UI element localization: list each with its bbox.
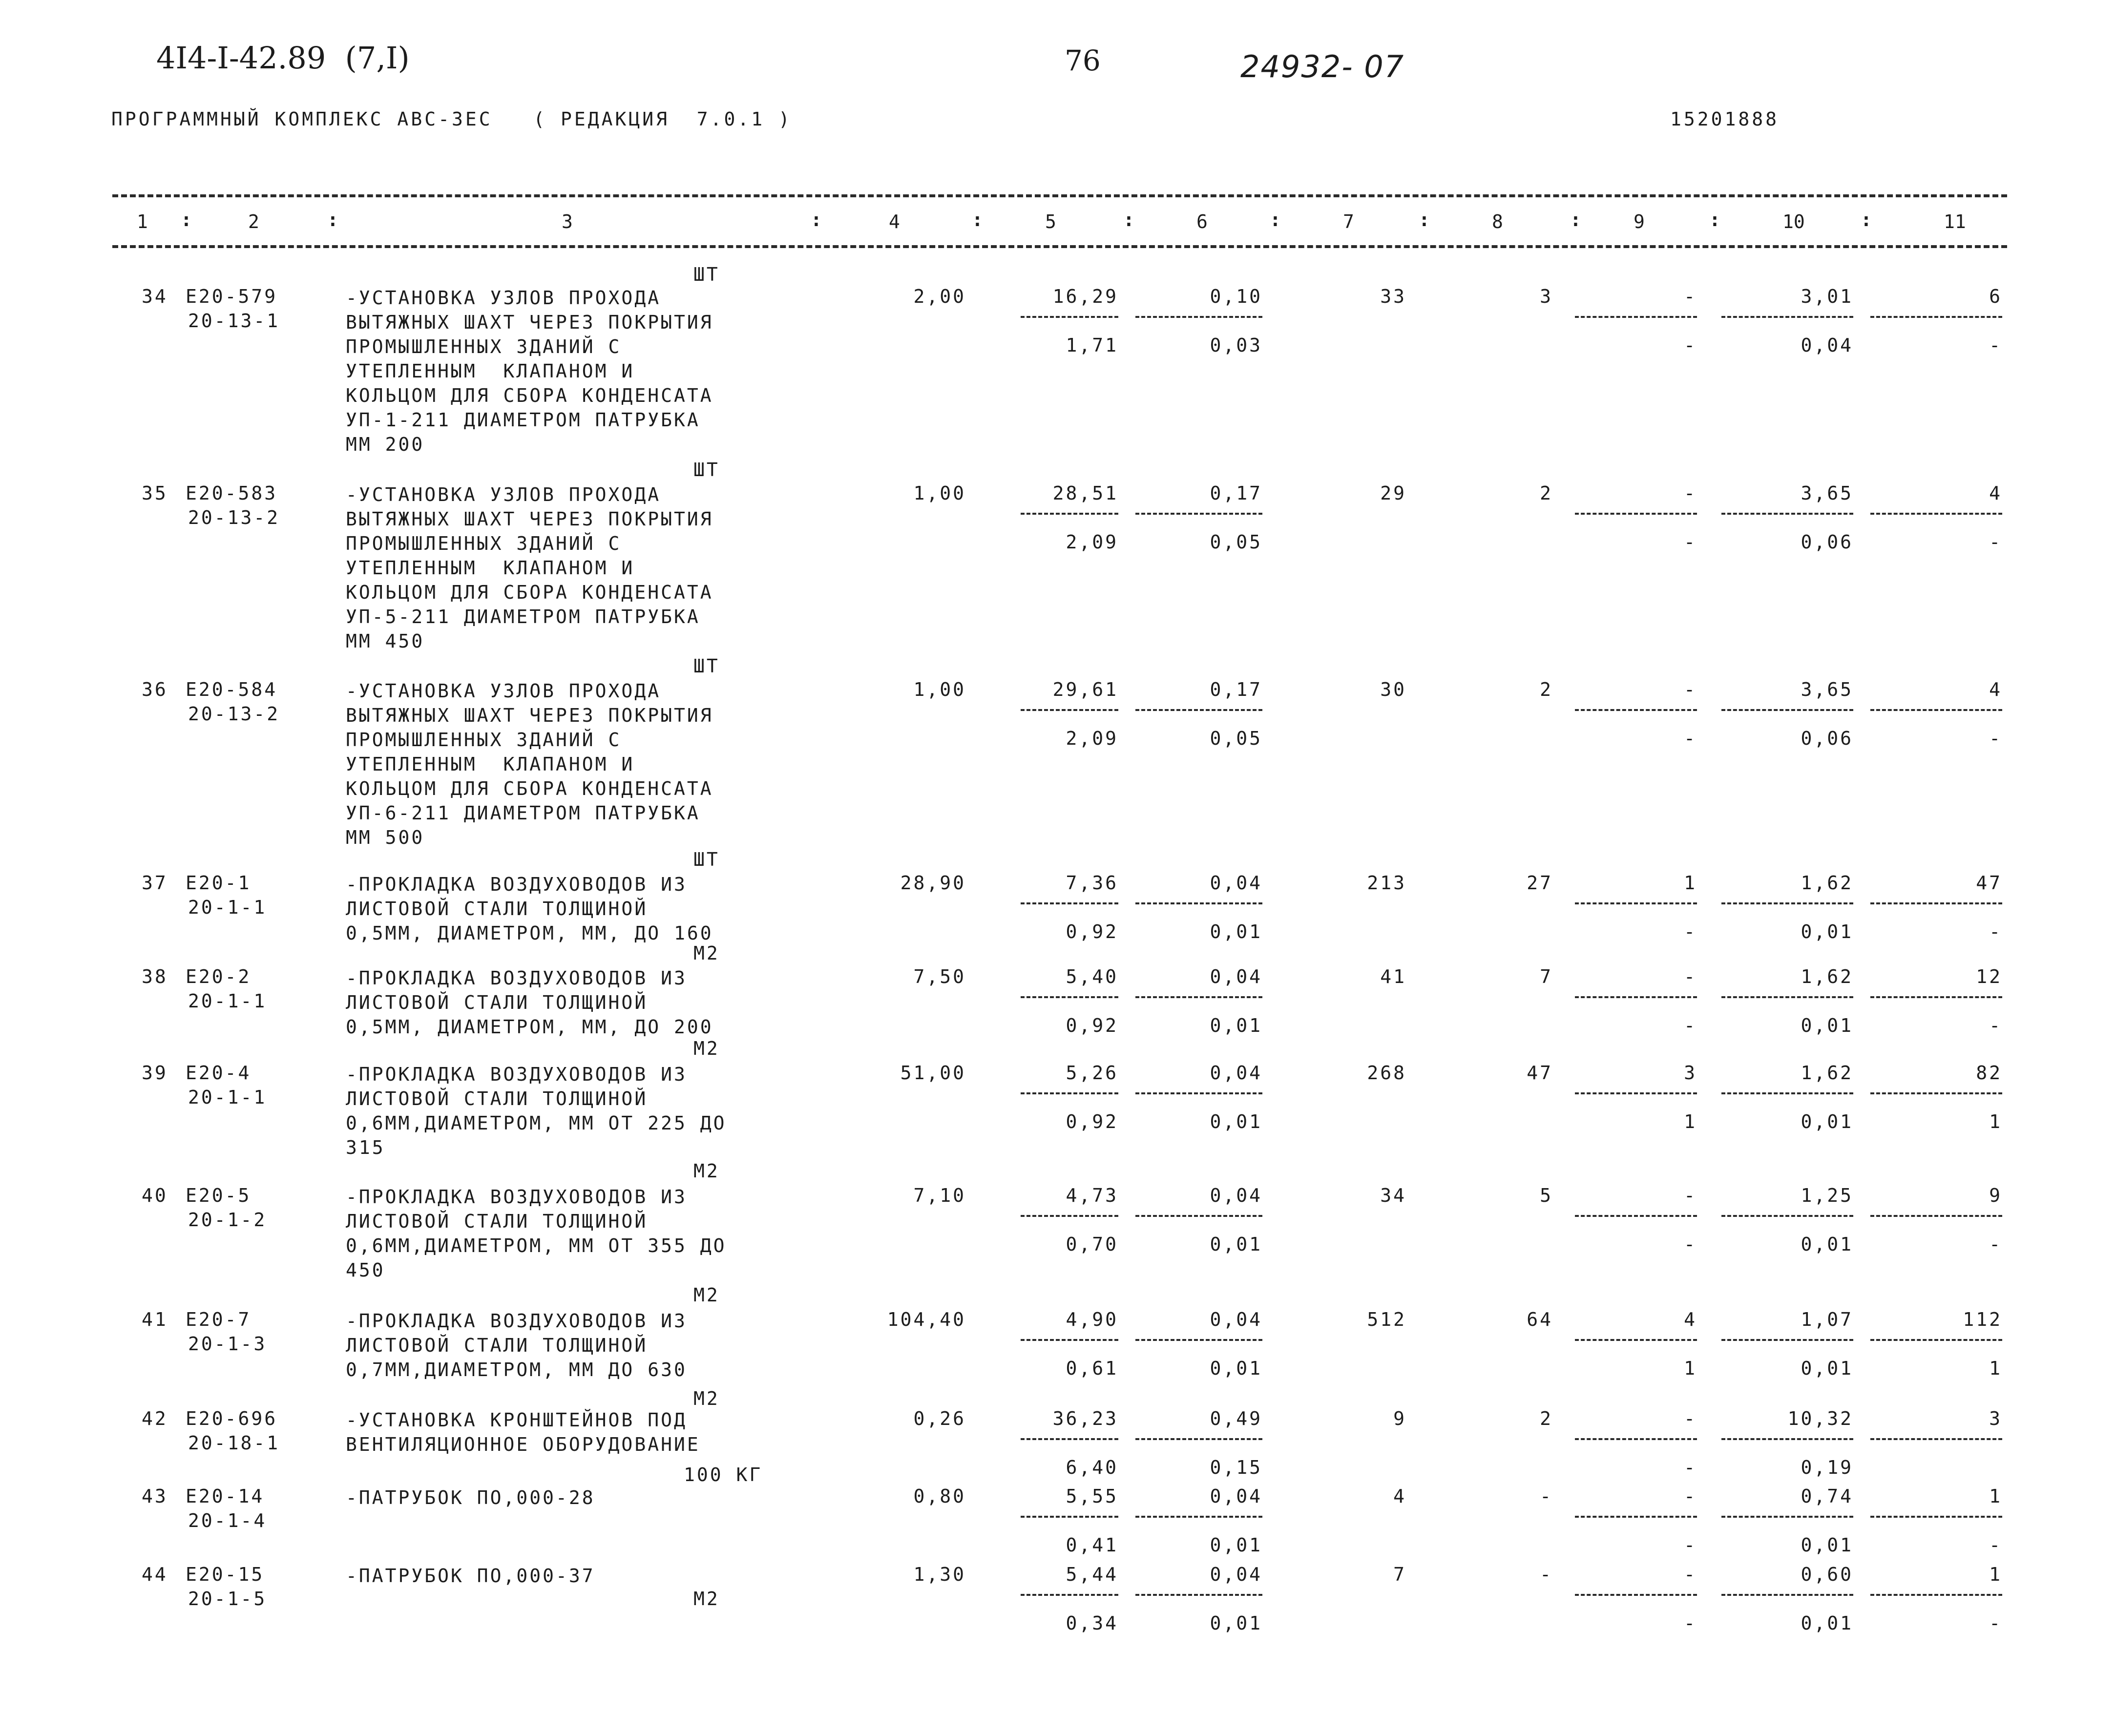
quantity-value: 0,80 xyxy=(913,1485,966,1507)
unit-wage-machine-value: 0,01 xyxy=(1210,1534,1262,1556)
subtotal-divider xyxy=(1575,709,1697,711)
subtotal-divider xyxy=(1575,1438,1697,1440)
unit-label: М2 xyxy=(693,942,720,964)
row-description: -ПРОКЛАДКА ВОЗДУХОВОДОВ ИЗ ЛИСТОВОЙ СТАЛИ ТОЛЩИНОЙ 0,6ММ,ДИАМЕТРОМ, ММ ОТ 355 ДО 450 xyxy=(346,1186,727,1281)
column-header-7: 7 xyxy=(1343,211,1354,232)
total-wage-value: - xyxy=(1540,1564,1553,1585)
unit-cost-machine-value: 0,92 xyxy=(1066,921,1118,942)
quantity-value: 28,90 xyxy=(900,872,966,894)
subtotal-divider xyxy=(1135,1092,1262,1094)
unit-cost-value: 5,26 xyxy=(1066,1062,1118,1084)
subtotal-divider xyxy=(1135,1339,1262,1341)
subtotal-divider xyxy=(1021,709,1118,711)
subtotal-divider xyxy=(1870,1092,2002,1094)
row-description: -УСТАНОВКА УЗЛОВ ПРОХОДА ВЫТЯЖНЫХ ШАХТ ЧЕРЕЗ ПОКРЫТИЯ ПРОМЫШЛЕННЫХ ЗДАНИЙ С УТЕПЛЕННЫМ КЛАПАНОМ И КОЛЬЦОМ ДЛЯ СБОРА КОНДЕНСАТА УП-6-211 ДИАМЕТРОМ ПАТРУБКА ММ 500 xyxy=(346,680,713,848)
labor-value: 1,62 xyxy=(1801,966,1853,987)
machine-sub-value: - xyxy=(1684,1457,1697,1478)
column-separator: : xyxy=(1123,209,1134,230)
labor-total-value: 82 xyxy=(1976,1062,2002,1084)
unit-cost-machine-value: 6,40 xyxy=(1066,1457,1118,1478)
row-code: Е20-15 xyxy=(186,1564,265,1585)
total-wage-value: 5 xyxy=(1540,1185,1553,1206)
subtotal-divider xyxy=(1021,996,1118,998)
unit-wage-value: 0,04 xyxy=(1210,872,1262,894)
quantity-value: 1,00 xyxy=(913,482,966,504)
unit-wage-machine-value: 0,05 xyxy=(1210,531,1262,553)
column-header-9: 9 xyxy=(1634,211,1645,232)
unit-wage-value: 0,04 xyxy=(1210,966,1262,987)
subtotal-divider xyxy=(1870,1215,2002,1217)
unit-wage-value: 0,17 xyxy=(1210,679,1262,700)
total-cost-value: 268 xyxy=(1367,1062,1406,1084)
quantity-value: 7,10 xyxy=(913,1185,966,1206)
subtotal-divider xyxy=(1721,1215,1853,1217)
labor-value: 1,62 xyxy=(1801,872,1853,894)
unit-label: М2 xyxy=(693,1284,720,1306)
labor-value: 1,07 xyxy=(1801,1309,1853,1330)
unit-wage-machine-value: 0,01 xyxy=(1210,1234,1262,1255)
machine-sub-value: - xyxy=(1684,1534,1697,1556)
row-code: Е20-584 xyxy=(186,679,278,700)
labor-total-value: 6 xyxy=(1989,286,2002,307)
subtotal-divider xyxy=(1870,1594,2002,1596)
quantity-value: 104,40 xyxy=(887,1309,966,1330)
labor-total-sub-value: - xyxy=(1989,531,2002,553)
total-cost-value: 34 xyxy=(1380,1185,1406,1206)
column-separator: : xyxy=(1570,209,1581,230)
subtotal-divider xyxy=(1021,1438,1118,1440)
machine-value: - xyxy=(1684,286,1697,307)
labor-total-value: 4 xyxy=(1989,679,2002,700)
row-subcode: 20-13-2 xyxy=(188,507,280,528)
subtotal-divider xyxy=(1135,996,1262,998)
labor-sub-value: 0,01 xyxy=(1801,1234,1853,1255)
labor-sub-value: 0,01 xyxy=(1801,921,1853,942)
page-number: 76 xyxy=(1065,44,1101,77)
total-wage-value: 2 xyxy=(1540,1408,1553,1429)
unit-cost-value: 7,36 xyxy=(1066,872,1118,894)
row-code: Е20-579 xyxy=(186,286,278,307)
subtotal-divider xyxy=(1721,1594,1853,1596)
unit-wage-value: 0,04 xyxy=(1210,1062,1262,1084)
unit-cost-machine-value: 0,92 xyxy=(1066,1111,1118,1132)
subtotal-divider xyxy=(1021,513,1118,515)
labor-total-sub-value: - xyxy=(1989,728,2002,749)
labor-total-value: 1 xyxy=(1989,1564,2002,1585)
machine-value: - xyxy=(1684,482,1697,504)
program-code: 15201888 xyxy=(1670,108,1780,130)
row-code: Е20-4 xyxy=(186,1062,251,1084)
unit-wage-value: 0,17 xyxy=(1210,482,1262,504)
subtotal-divider xyxy=(1870,902,2002,904)
labor-total-sub-value: 1 xyxy=(1989,1111,2002,1132)
subtotal-divider xyxy=(1721,996,1853,998)
unit-label: ШТ xyxy=(693,849,720,870)
labor-total-value: 4 xyxy=(1989,482,2002,504)
row-description: -ПРОКЛАДКА ВОЗДУХОВОДОВ ИЗ ЛИСТОВОЙ СТАЛИ ТОЛЩИНОЙ 0,5ММ, ДИАМЕТРОМ, ММ, ДО 160 xyxy=(346,874,713,944)
subtotal-divider xyxy=(1135,1516,1262,1518)
machine-sub-value: - xyxy=(1684,1015,1697,1036)
subtotal-divider xyxy=(1135,709,1262,711)
subtotal-divider xyxy=(1575,902,1697,904)
unit-label: М2 xyxy=(693,1588,720,1610)
unit-wage-machine-value: 0,01 xyxy=(1210,1358,1262,1379)
subtotal-divider xyxy=(1870,709,2002,711)
row-code: Е20-1 xyxy=(186,872,251,894)
total-wage-value: 2 xyxy=(1540,679,1553,700)
total-cost-value: 33 xyxy=(1380,286,1406,307)
row-subcode: 20-1-5 xyxy=(188,1588,267,1610)
machine-sub-value: - xyxy=(1684,1234,1697,1255)
unit-wage-machine-value: 0,05 xyxy=(1210,728,1262,749)
row-number: 44 xyxy=(142,1564,168,1585)
row-code: Е20-7 xyxy=(186,1309,251,1330)
unit-label: М2 xyxy=(693,1388,720,1409)
row-description: -ПРОКЛАДКА ВОЗДУХОВОДОВ ИЗ ЛИСТОВОЙ СТАЛИ ТОЛЩИНОЙ 0,6ММ,ДИАМЕТРОМ, ММ ОТ 225 ДО 315 xyxy=(346,1064,727,1158)
total-wage-value: 27 xyxy=(1527,872,1553,894)
row-subcode: 20-18-1 xyxy=(188,1432,280,1454)
total-cost-value: 9 xyxy=(1393,1408,1406,1429)
labor-sub-value: 0,01 xyxy=(1801,1534,1853,1556)
handwritten-code: 24932- 07 xyxy=(1240,49,1405,84)
column-separator: : xyxy=(327,209,338,230)
column-header-2: 2 xyxy=(248,211,259,232)
quantity-value: 1,30 xyxy=(913,1564,966,1585)
labor-total-sub-value: - xyxy=(1989,1234,2002,1255)
subtotal-divider xyxy=(1021,902,1118,904)
total-cost-value: 7 xyxy=(1393,1564,1406,1585)
labor-sub-value: 0,01 xyxy=(1801,1111,1853,1132)
row-number: 39 xyxy=(142,1062,168,1084)
unit-cost-value: 4,90 xyxy=(1066,1309,1118,1330)
labor-total-value: 1 xyxy=(1989,1485,2002,1507)
subtotal-divider xyxy=(1870,1438,2002,1440)
labor-total-value: 3 xyxy=(1989,1408,2002,1429)
row-description: -ПАТРУБОК ПО,000-37 xyxy=(346,1565,595,1587)
column-separator: : xyxy=(811,209,822,230)
labor-sub-value: 0,01 xyxy=(1801,1612,1853,1634)
unit-cost-value: 29,61 xyxy=(1052,679,1118,700)
row-description: -ПРОКЛАДКА ВОЗДУХОВОДОВ ИЗ ЛИСТОВОЙ СТАЛИ ТОЛЩИНОЙ 0,7ММ,ДИАМЕТРОМ, ММ ДО 630 xyxy=(346,1310,687,1380)
unit-cost-value: 5,40 xyxy=(1066,966,1118,987)
labor-sub-value: 0,19 xyxy=(1801,1457,1853,1478)
row-subcode: 20-13-1 xyxy=(188,310,280,332)
unit-wage-value: 0,04 xyxy=(1210,1185,1262,1206)
total-cost-value: 213 xyxy=(1367,872,1406,894)
row-description: -УСТАНОВКА УЗЛОВ ПРОХОДА ВЫТЯЖНЫХ ШАХТ ЧЕРЕЗ ПОКРЫТИЯ ПРОМЫШЛЕННЫХ ЗДАНИЙ С УТЕПЛЕННЫМ КЛАПАНОМ И КОЛЬЦОМ ДЛЯ СБОРА КОНДЕНСАТА УП-5-211 ДИАМЕТРОМ ПАТРУБКА ММ 450 xyxy=(346,484,713,652)
row-code: Е20-696 xyxy=(186,1408,278,1429)
subtotal-divider xyxy=(1721,1339,1853,1341)
unit-cost-value: 16,29 xyxy=(1052,286,1118,307)
subtotal-divider xyxy=(1870,316,2002,318)
subtotal-divider xyxy=(1721,513,1853,515)
row-description: -ПРОКЛАДКА ВОЗДУХОВОДОВ ИЗ ЛИСТОВОЙ СТАЛИ ТОЛЩИНОЙ 0,5ММ, ДИАМЕТРОМ, ММ, ДО 200 xyxy=(346,967,713,1038)
unit-cost-value: 28,51 xyxy=(1052,482,1118,504)
column-separator: : xyxy=(181,209,192,230)
row-subcode: 20-1-3 xyxy=(188,1333,267,1355)
subtotal-divider xyxy=(1575,1339,1697,1341)
subtotal-divider xyxy=(1721,902,1853,904)
unit-cost-machine-value: 1,71 xyxy=(1066,335,1118,356)
column-header-4: 4 xyxy=(889,211,900,232)
column-header-6: 6 xyxy=(1196,211,1208,232)
unit-cost-machine-value: 2,09 xyxy=(1066,728,1118,749)
machine-sub-value: 1 xyxy=(1684,1358,1697,1379)
labor-total-value: 12 xyxy=(1976,966,2002,987)
row-subcode: 20-1-1 xyxy=(188,1087,267,1108)
quantity-value: 2,00 xyxy=(913,286,966,307)
machine-sub-value: - xyxy=(1684,531,1697,553)
subtotal-divider xyxy=(1135,316,1262,318)
column-header-11: 11 xyxy=(1944,211,1966,232)
table-header-rule xyxy=(112,245,2007,248)
unit-label: М2 xyxy=(693,1160,720,1182)
row-number: 41 xyxy=(142,1309,168,1330)
subtotal-divider xyxy=(1575,1516,1697,1518)
subtotal-divider xyxy=(1575,513,1697,515)
unit-cost-machine-value: 0,61 xyxy=(1066,1358,1118,1379)
unit-label: 100 КГ xyxy=(684,1464,763,1485)
machine-value: - xyxy=(1684,1408,1697,1429)
subtotal-divider xyxy=(1575,1092,1697,1094)
row-subcode: 20-1-1 xyxy=(188,897,267,918)
unit-cost-machine-value: 0,92 xyxy=(1066,1015,1118,1036)
row-number: 42 xyxy=(142,1408,168,1429)
labor-value: 0,60 xyxy=(1801,1564,1853,1585)
row-code: Е20-583 xyxy=(186,482,278,504)
row-number: 37 xyxy=(142,872,168,894)
column-separator: : xyxy=(1270,209,1281,230)
labor-total-sub-value: - xyxy=(1989,921,2002,942)
total-cost-value: 29 xyxy=(1380,482,1406,504)
labor-value: 3,65 xyxy=(1801,679,1853,700)
subtotal-divider xyxy=(1870,513,2002,515)
labor-sub-value: 0,06 xyxy=(1801,728,1853,749)
quantity-value: 51,00 xyxy=(900,1062,966,1084)
labor-total-sub-value: - xyxy=(1989,1612,2002,1634)
subtotal-divider xyxy=(1575,996,1697,998)
row-subcode: 20-1-4 xyxy=(188,1510,267,1531)
row-code: Е20-2 xyxy=(186,966,251,987)
labor-sub-value: 0,01 xyxy=(1801,1015,1853,1036)
labor-value: 0,74 xyxy=(1801,1485,1853,1507)
row-number: 40 xyxy=(142,1185,168,1206)
subtotal-divider xyxy=(1021,1594,1118,1596)
subtotal-divider xyxy=(1721,1516,1853,1518)
unit-cost-value: 36,23 xyxy=(1052,1408,1118,1429)
column-separator: : xyxy=(1709,209,1720,230)
total-cost-value: 41 xyxy=(1380,966,1406,987)
labor-value: 3,01 xyxy=(1801,286,1853,307)
table-top-rule xyxy=(112,194,2007,197)
total-wage-value: 64 xyxy=(1527,1309,1553,1330)
document-number: 4I4-I-42.89 (7,I) xyxy=(156,40,410,76)
total-cost-value: 30 xyxy=(1380,679,1406,700)
machine-sub-value: - xyxy=(1684,921,1697,942)
subtotal-divider xyxy=(1721,1438,1853,1440)
unit-cost-machine-value: 0,34 xyxy=(1066,1612,1118,1634)
machine-value: - xyxy=(1684,1564,1697,1585)
labor-total-sub-value: 1 xyxy=(1989,1358,2002,1379)
row-subcode: 20-13-2 xyxy=(188,703,280,725)
unit-wage-machine-value: 0,01 xyxy=(1210,921,1262,942)
labor-sub-value: 0,04 xyxy=(1801,335,1853,356)
subtotal-divider xyxy=(1575,316,1697,318)
row-number: 43 xyxy=(142,1485,168,1507)
unit-label: ШТ xyxy=(693,655,720,677)
machine-value: - xyxy=(1684,679,1697,700)
unit-cost-machine-value: 2,09 xyxy=(1066,531,1118,553)
subtotal-divider xyxy=(1721,709,1853,711)
unit-wage-value: 0,04 xyxy=(1210,1309,1262,1330)
column-separator: : xyxy=(1419,209,1430,230)
subtotal-divider xyxy=(1021,1339,1118,1341)
total-wage-value: 3 xyxy=(1540,286,1553,307)
machine-sub-value: - xyxy=(1684,728,1697,749)
subtotal-divider xyxy=(1021,316,1118,318)
unit-cost-value: 4,73 xyxy=(1066,1185,1118,1206)
row-number: 34 xyxy=(142,286,168,307)
machine-value: - xyxy=(1684,966,1697,987)
labor-total-sub-value: - xyxy=(1989,1015,2002,1036)
total-cost-value: 512 xyxy=(1367,1309,1406,1330)
unit-wage-machine-value: 0,15 xyxy=(1210,1457,1262,1478)
unit-wage-value: 0,04 xyxy=(1210,1485,1262,1507)
subtotal-divider xyxy=(1135,1215,1262,1217)
row-number: 35 xyxy=(142,482,168,504)
subtotal-divider xyxy=(1021,1092,1118,1094)
unit-wage-machine-value: 0,03 xyxy=(1210,335,1262,356)
row-code: Е20-14 xyxy=(186,1485,265,1507)
subtotal-divider xyxy=(1575,1215,1697,1217)
quantity-value: 0,26 xyxy=(913,1408,966,1429)
unit-wage-machine-value: 0,01 xyxy=(1210,1111,1262,1132)
column-header-8: 8 xyxy=(1492,211,1503,232)
labor-value: 10,32 xyxy=(1787,1408,1853,1429)
row-subcode: 20-1-2 xyxy=(188,1209,267,1231)
labor-total-value: 9 xyxy=(1989,1185,2002,1206)
row-subcode: 20-1-1 xyxy=(188,990,267,1012)
program-title: ПРОГРАММНЫЙ КОМПЛЕКС АВС-3ЕС ( РЕДАКЦИЯ 7.0.1 ) xyxy=(111,108,792,130)
unit-label: ШТ xyxy=(693,264,720,285)
labor-sub-value: 0,01 xyxy=(1801,1358,1853,1379)
subtotal-divider xyxy=(1870,996,2002,998)
subtotal-divider xyxy=(1021,1516,1118,1518)
unit-cost-value: 5,55 xyxy=(1066,1485,1118,1507)
total-wage-value: - xyxy=(1540,1485,1553,1507)
quantity-value: 7,50 xyxy=(913,966,966,987)
column-header-5: 5 xyxy=(1045,211,1056,232)
row-number: 38 xyxy=(142,966,168,987)
row-description: -ПАТРУБОК ПО,000-28 xyxy=(346,1487,595,1508)
labor-total-sub-value: - xyxy=(1989,1534,2002,1556)
machine-sub-value: - xyxy=(1684,1612,1697,1634)
unit-wage-machine-value: 0,01 xyxy=(1210,1612,1262,1634)
column-separator: : xyxy=(972,209,983,230)
column-header-1: 1 xyxy=(137,211,148,232)
machine-value: - xyxy=(1684,1185,1697,1206)
unit-cost-machine-value: 0,70 xyxy=(1066,1234,1118,1255)
unit-wage-machine-value: 0,01 xyxy=(1210,1015,1262,1036)
labor-value: 1,25 xyxy=(1801,1185,1853,1206)
subtotal-divider xyxy=(1575,1594,1697,1596)
subtotal-divider xyxy=(1135,1438,1262,1440)
unit-cost-machine-value: 0,41 xyxy=(1066,1534,1118,1556)
column-header-10: 10 xyxy=(1782,211,1805,232)
labor-sub-value: 0,06 xyxy=(1801,531,1853,553)
unit-wage-value: 0,04 xyxy=(1210,1564,1262,1585)
machine-value: 1 xyxy=(1684,872,1697,894)
unit-cost-value: 5,44 xyxy=(1066,1564,1118,1585)
subtotal-divider xyxy=(1135,513,1262,515)
subtotal-divider xyxy=(1721,1092,1853,1094)
machine-sub-value: - xyxy=(1684,335,1697,356)
column-separator: : xyxy=(1861,209,1872,230)
row-description: -УСТАНОВКА УЗЛОВ ПРОХОДА ВЫТЯЖНЫХ ШАХТ ЧЕРЕЗ ПОКРЫТИЯ ПРОМЫШЛЕННЫХ ЗДАНИЙ С УТЕПЛЕННЫМ КЛАПАНОМ И КОЛЬЦОМ ДЛЯ СБОРА КОНДЕНСАТА УП-1-211 ДИАМЕТРОМ ПАТРУБКА ММ 200 xyxy=(346,287,713,455)
labor-total-value: 112 xyxy=(1963,1309,2002,1330)
row-code: Е20-5 xyxy=(186,1185,251,1206)
total-wage-value: 47 xyxy=(1527,1062,1553,1084)
unit-label: М2 xyxy=(693,1038,720,1059)
machine-value: 3 xyxy=(1684,1062,1697,1084)
subtotal-divider xyxy=(1135,902,1262,904)
machine-value: 4 xyxy=(1684,1309,1697,1330)
total-wage-value: 2 xyxy=(1540,482,1553,504)
machine-value: - xyxy=(1684,1485,1697,1507)
quantity-value: 1,00 xyxy=(913,679,966,700)
subtotal-divider xyxy=(1021,1215,1118,1217)
machine-sub-value: 1 xyxy=(1684,1111,1697,1132)
row-number: 36 xyxy=(142,679,168,700)
subtotal-divider xyxy=(1870,1339,2002,1341)
unit-wage-value: 0,49 xyxy=(1210,1408,1262,1429)
total-cost-value: 4 xyxy=(1393,1485,1406,1507)
row-description: -УСТАНОВКА КРОНШТЕЙНОВ ПОД ВЕНТИЛЯЦИОННОЕ ОБОРУДОВАНИЕ xyxy=(346,1409,700,1455)
unit-wage-value: 0,10 xyxy=(1210,286,1262,307)
labor-value: 1,62 xyxy=(1801,1062,1853,1084)
subtotal-divider xyxy=(1135,1594,1262,1596)
labor-total-value: 47 xyxy=(1976,872,2002,894)
subtotal-divider xyxy=(1721,316,1853,318)
subtotal-divider xyxy=(1870,1516,2002,1518)
column-header-3: 3 xyxy=(562,211,573,232)
unit-label: ШТ xyxy=(693,459,720,481)
total-wage-value: 7 xyxy=(1540,966,1553,987)
labor-value: 3,65 xyxy=(1801,482,1853,504)
labor-total-sub-value: - xyxy=(1989,335,2002,356)
